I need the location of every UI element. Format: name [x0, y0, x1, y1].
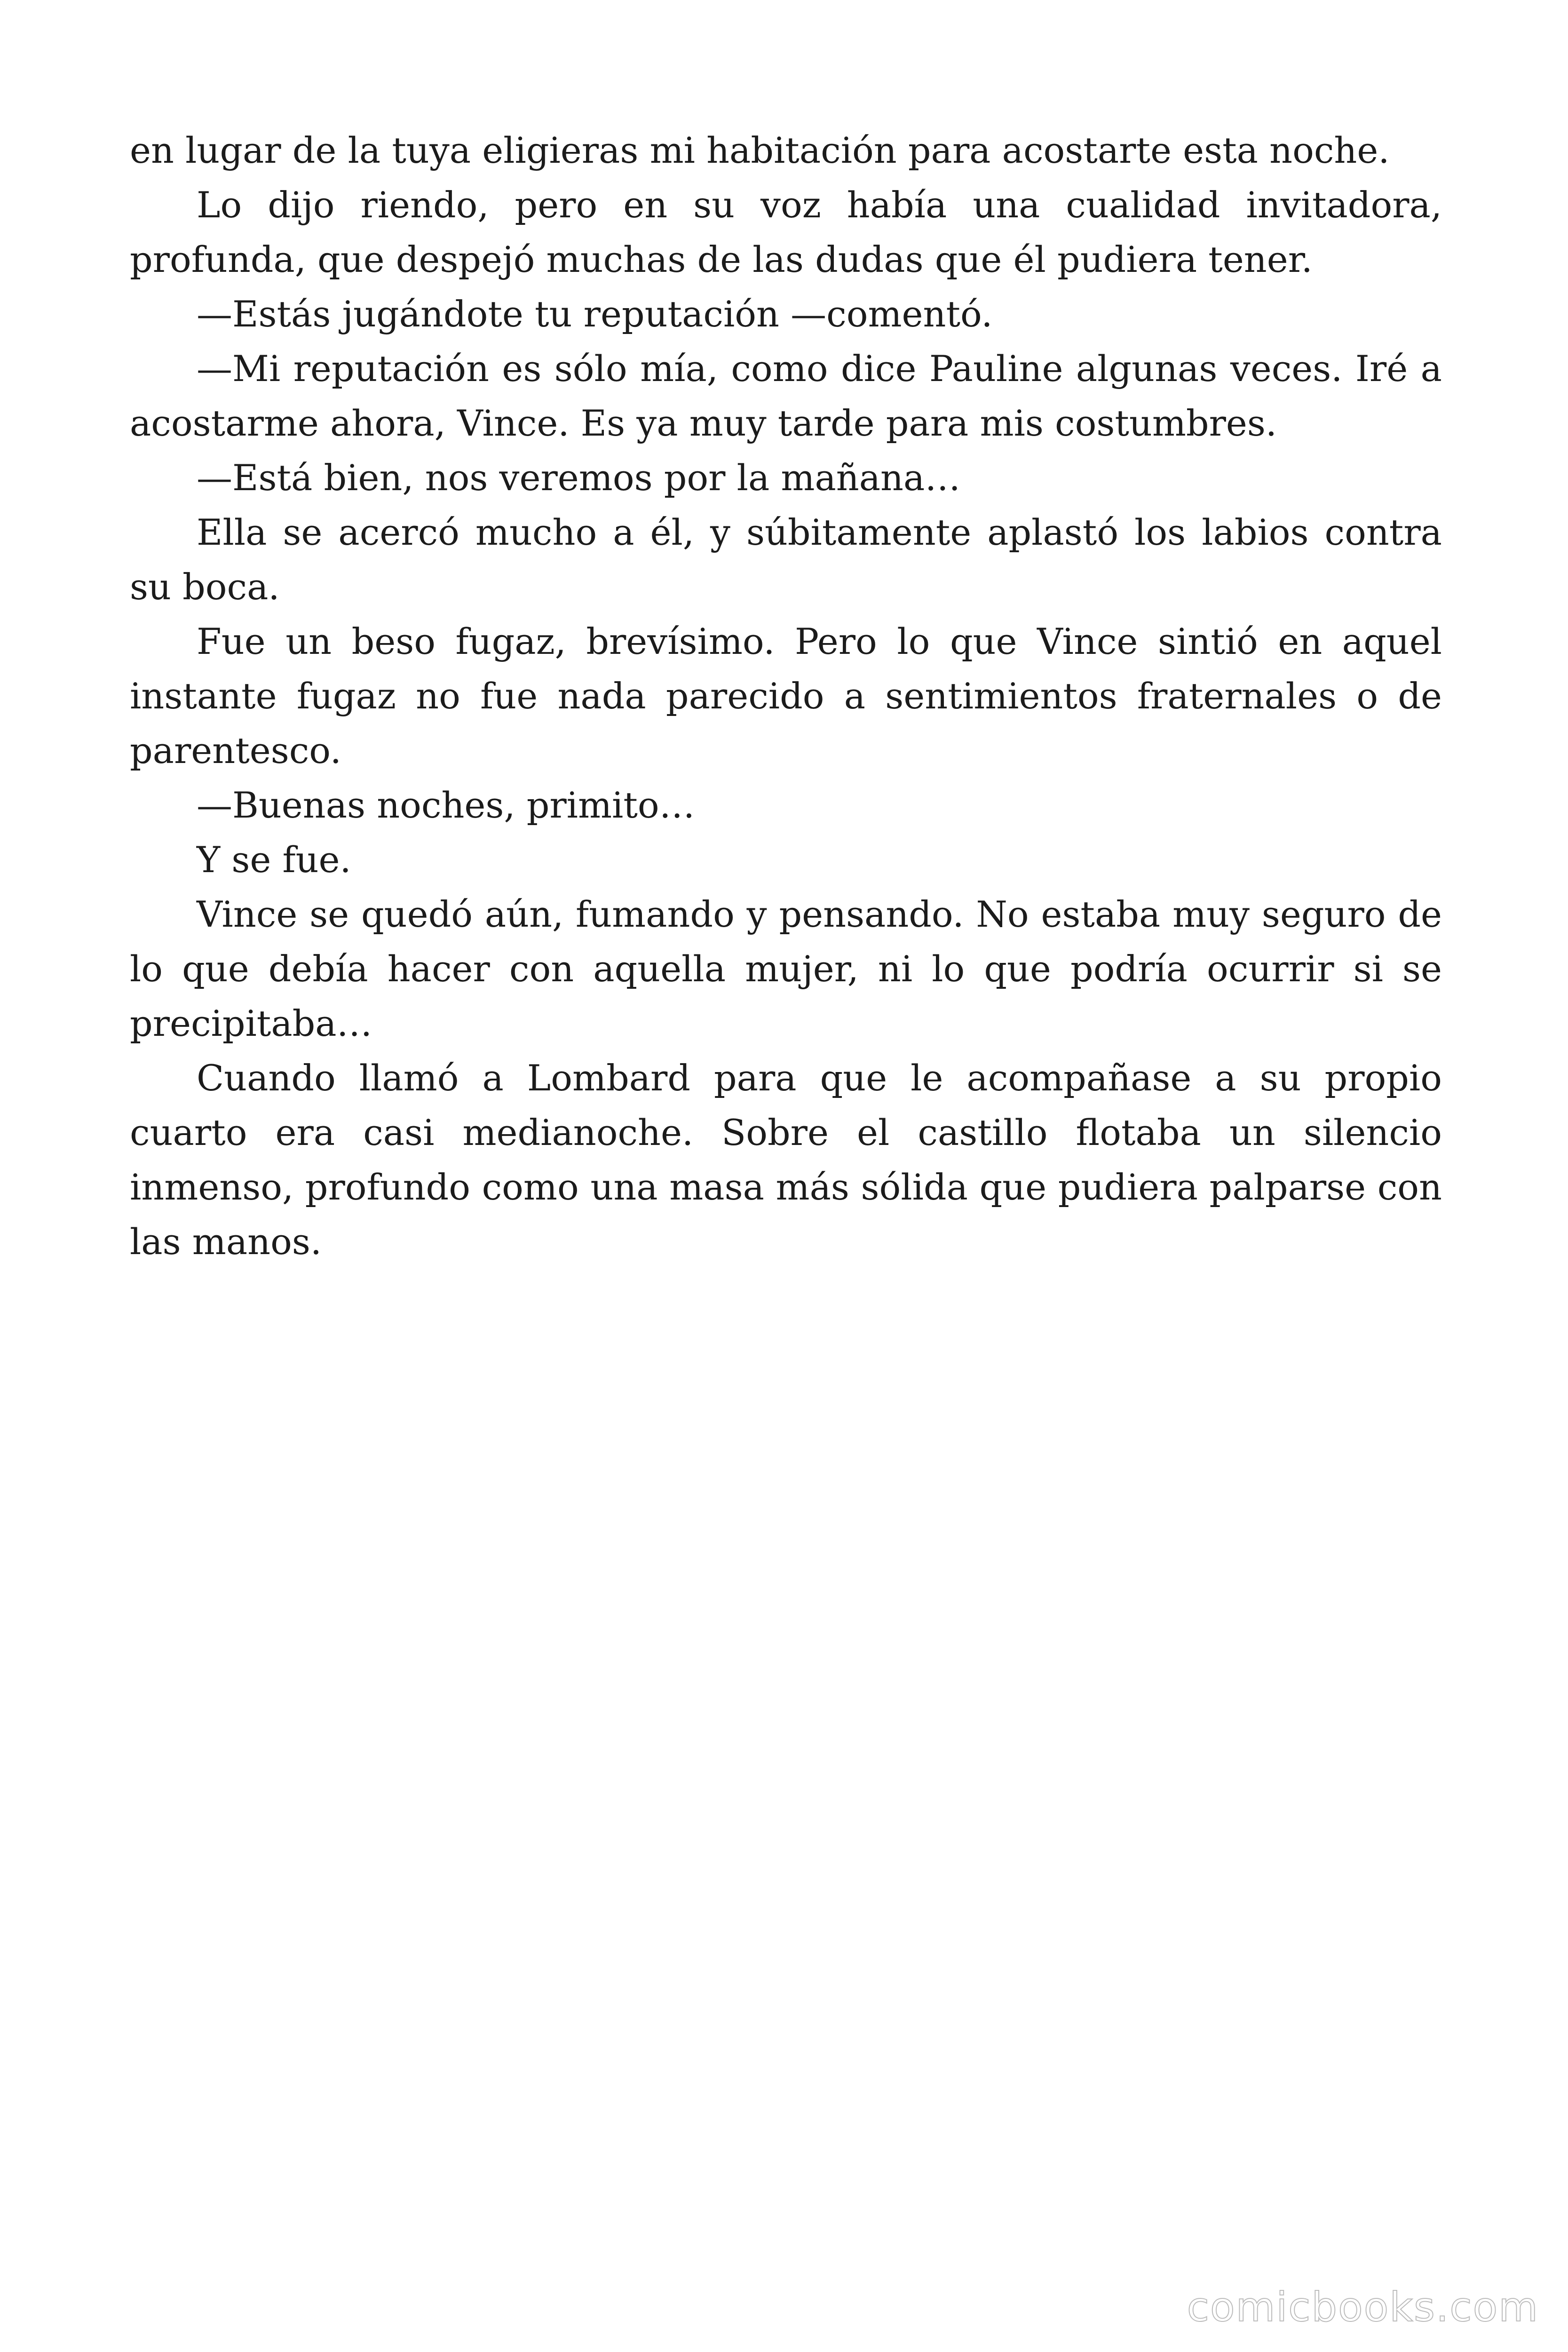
paragraph-6: Ella se acercó mucho a él, y súbitamente aplastó los labios contra su boca. — [130, 511, 1442, 608]
paragraph-2: Lo dijo riendo, pero en su voz había una cualidad invitadora, profunda, que despejó muchas de las dudas que él pudiera tener. — [130, 184, 1442, 280]
paragraph-7: Fue un beso fugaz, brevísimo. Pero lo que Vince sintió en aquel instante fugaz no fue nada parecido a sentimientos fraternales o de parentesco. — [130, 620, 1442, 771]
paragraph-4: —Mi reputación es sólo mía, como dice Pauline algunas veces. Iré a acostarme ahora, Vince. Es ya muy tarde para mis costumbres. — [130, 348, 1442, 444]
paragraph-5: —Está bien, nos veremos por la mañana… — [197, 457, 961, 499]
paragraph-9: Y se fue. — [197, 839, 351, 881]
paragraph-11: Cuando llamó a Lombard para que le acompañase a su propio cuarto era casi medianoche. Sobre el castillo flotaba un silencio inmenso, profundo como una masa más sólida que pudiera palparse con las manos. — [130, 1057, 1442, 1263]
watermark: comicbooks.com — [1187, 2284, 1539, 2331]
paragraph-1: en lugar de la tuya eligieras mi habitación para acostarte esta noche. — [130, 129, 1390, 171]
paragraph-8: —Buenas noches, primito… — [197, 784, 695, 826]
page-text — [130, 123, 1442, 1269]
paragraph-3: —Estás jugándote tu reputación —comentó. — [197, 293, 993, 335]
paragraph-10: Vince se quedó aún, fumando y pensando. No estaba muy seguro de lo que debía hacer con aquella mujer, ni lo que podría ocurrir si se precipitaba… — [130, 893, 1442, 1044]
